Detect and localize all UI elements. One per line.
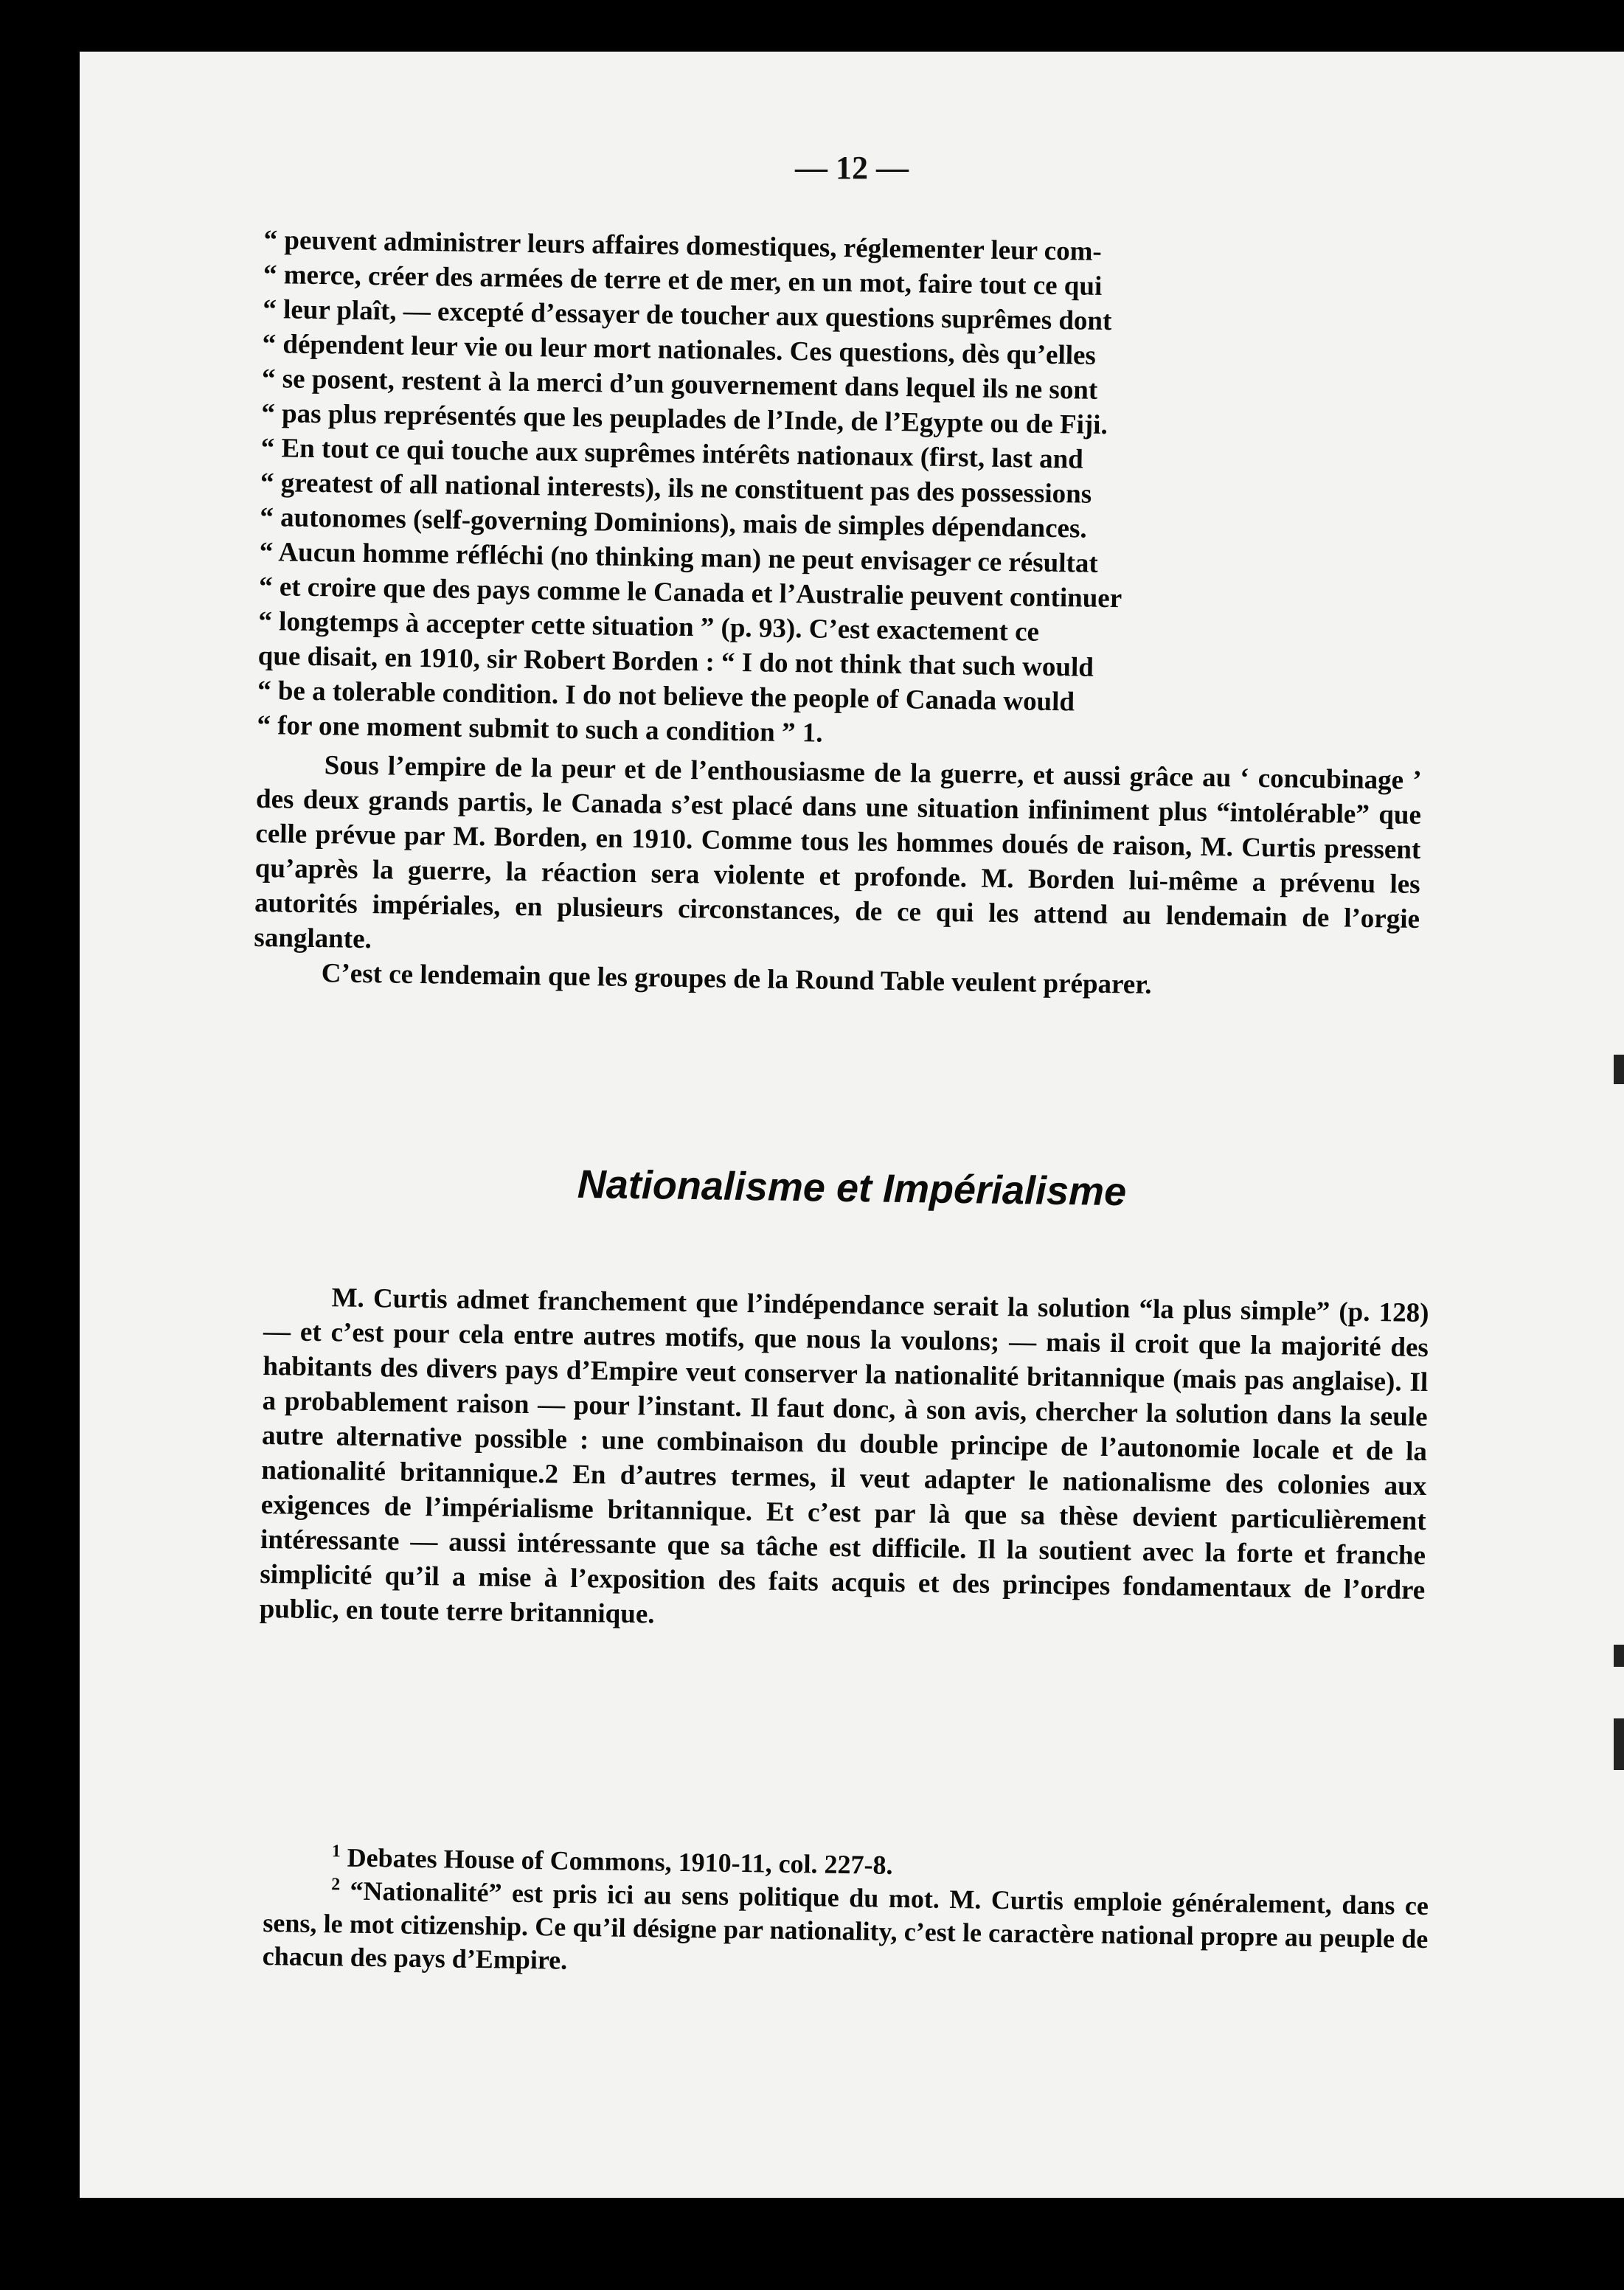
quote-line: que disait, en 1910, sir Robert Borden : “ I do not think that such would: [257, 640, 1094, 683]
footnotes: [262, 1840, 1429, 1989]
footnote-mark: 2: [330, 1875, 341, 1895]
quote-line: “ pas plus représentés que les peuplades de l’Inde, de l’Egypte ou de Fiji.: [261, 398, 1108, 440]
footnote: [262, 1873, 1429, 1989]
quote-line: “ Aucun homme réfléchi (no thinking man) ne peut envisager ce résultat: [259, 536, 1098, 579]
footnote-text: “Nationalité” est pris ici au sens politique du mot. M. Curtis emploie généralement, dans ce sens, le mot citizenship. Ce qu’il désigne par nationality, c’est le caractère national propre au peuple de chacun des pays d’Empire.: [262, 1876, 1429, 1975]
quote-line: “ be a tolerable condition. I do not believe the people of Canada would: [257, 675, 1075, 718]
edge-mark: [1614, 1055, 1624, 1084]
footnote-text: Debates House of Commons, 1910-11, col. 227-8.: [347, 1842, 893, 1880]
edge-mark: [1614, 1645, 1624, 1667]
paragraph: C’est ce lendemain que les groupes de la Round Table veulent préparer.: [321, 958, 1152, 1000]
quote-block: [253, 223, 1429, 1006]
quote-line: “ se posent, restent à la merci d’un gouvernement dans lequel ils ne sont: [261, 363, 1098, 406]
quote-line: “ peuvent administrer leurs affaires domestiques, réglementer leur com-: [263, 224, 1103, 267]
quote-line: “ En tout ce qui touche aux suprêmes intérêts nationaux (first, last and: [260, 432, 1084, 475]
document-page: [80, 52, 1624, 2198]
edge-mark: [1614, 1718, 1624, 1770]
paragraph: Sous l’empire de la peur et de l’enthousiasme de la guerre, et aussi grâce au ‘ concubinage ’ des deux grands partis, le Canada s’est placé dans une situation infiniment plus “intolérable” que celle prévue par M. Borden, en 1910. Comme tous les hommes doués de raison, M. Curtis pressent qu’après la guerre, la réaction sera violente et profonde. M. Borden lui-même a prévenu les autorités impériales, en plusieurs circonstances, de ce qui les attend au lendemain de l’orgie sanglante.: [254, 750, 1422, 955]
paragraph: M. Curtis admet franchement que l’indépendance serait la solution “la plus simple” (p. 128) — et c’est pour cela entre autres motifs, que nous la voulons; — mais il croit que la majorité des habitants des divers pays d’Empire veut conserver la nationalité britannique (mais pas anglaise). Il a probablement raison — pour l’instant. Il faut donc, à son avis, chercher la solution dans la seule autre alternative possible : une combinaison du double principe de l’autonomie locale et de la nationalité britannique.2 En d’autres termes, il veut adapter le nationalisme des colonies aux exigences de l’impérialisme britannique. Et c’est par là que sa thèse devient particulièrement intéressante — aussi intéressante que sa tâche est difficile. Il la soutient avec la forte et franche simplicité qu’il a mise à l’exposition des faits acquis et des principes fondamentaux de l’ordre public, en toute terre britannique.: [259, 1283, 1429, 1630]
quote-line: “ autonomes (self-governing Dominions), mais de simples dépendances.: [260, 502, 1087, 544]
footnote-mark: 1: [331, 1842, 341, 1862]
quote-line: “ greatest of all national interests), ils ne constituent pas des possessions: [260, 467, 1092, 510]
quote-line: “ merce, créer des armées de terre et de mer, en un mot, faire tout ce qui: [263, 259, 1103, 302]
quote-line: “ leur plaît, — excepté d’essayer de toucher aux questions suprêmes dont: [263, 294, 1112, 337]
quote-line: “ et croire que des pays comme le Canada et l’Australie peuvent continuer: [258, 571, 1122, 614]
quote-line: “ longtemps à accepter cette situation ” (p. 93). C’est exactement ce: [258, 606, 1040, 648]
quote-line: “ for one moment submit to such a condition ” 1.: [257, 709, 823, 749]
section-heading: Nationalisme et Impérialisme: [577, 1162, 1127, 1215]
page-number: — 12 —: [795, 150, 909, 186]
section-body: [259, 1280, 1429, 1642]
quote-line: “ dépendent leur vie ou leur mort nationales. Ces questions, dès qu’elles: [262, 328, 1097, 371]
